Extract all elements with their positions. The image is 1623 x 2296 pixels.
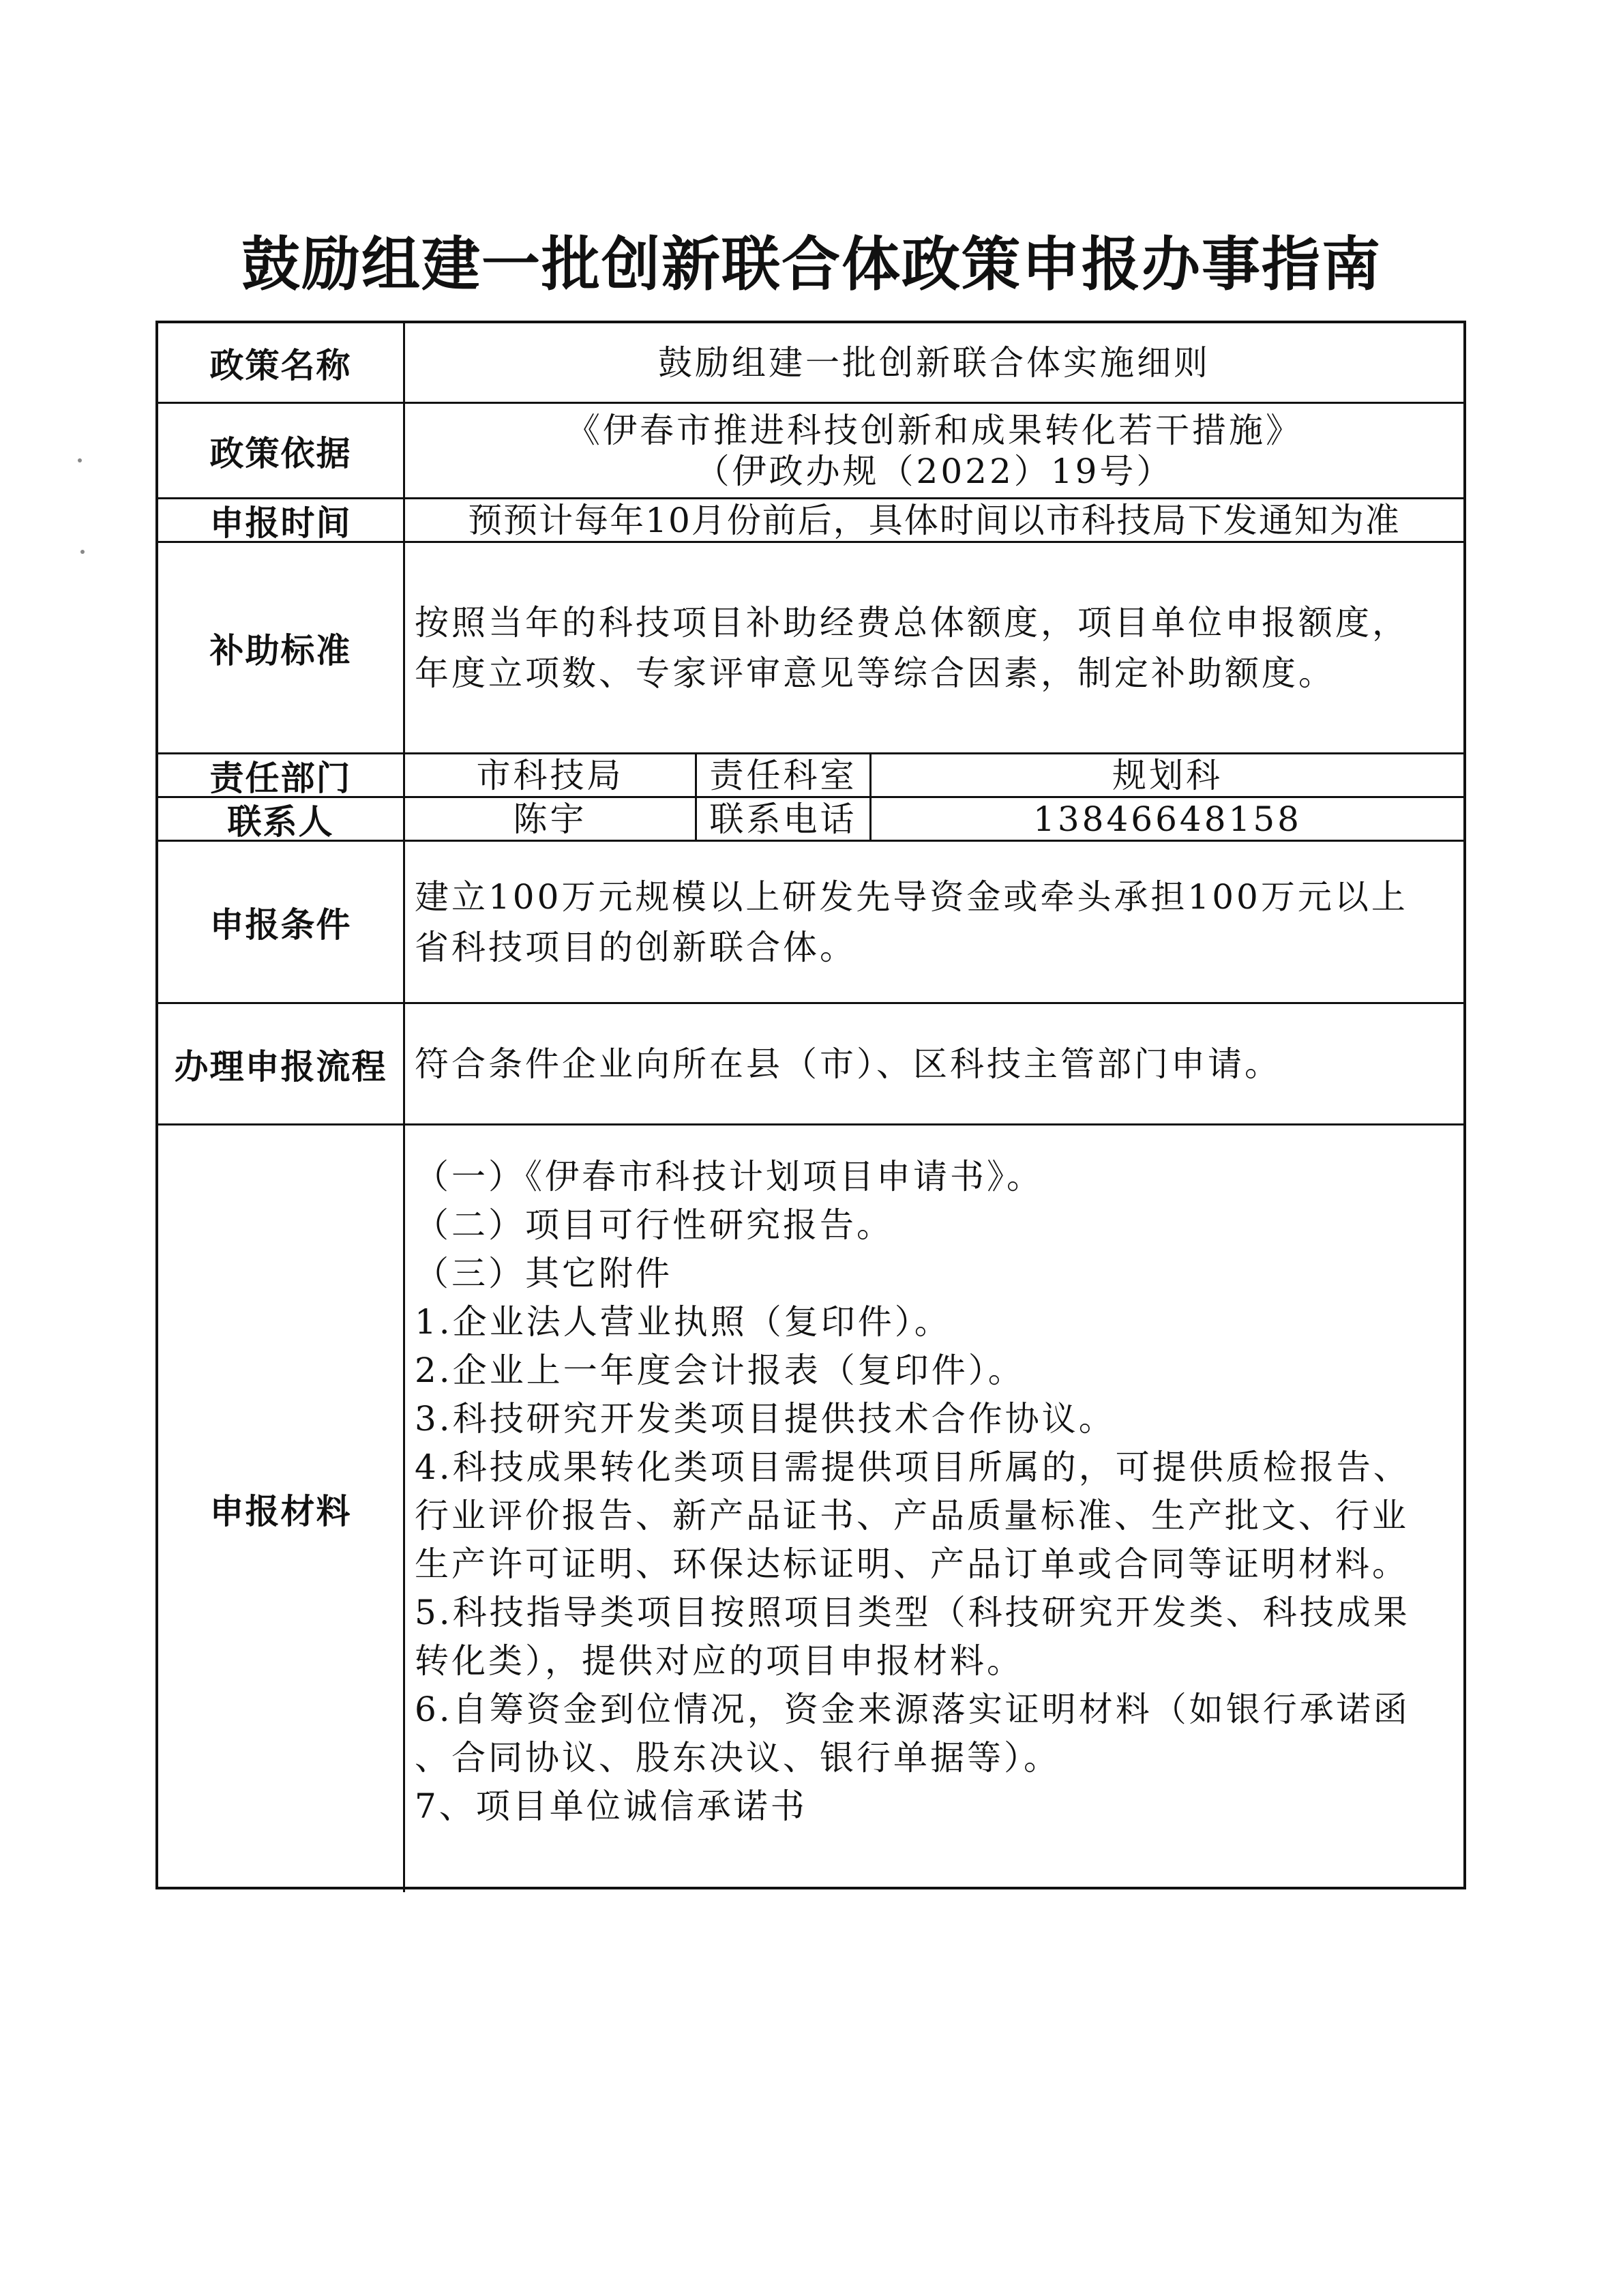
office-value: 规划科 bbox=[872, 754, 1463, 798]
policy-basis-label: 政策依据 bbox=[158, 404, 405, 499]
subsidy-line: 年度立项数、专家评审意见等综合因素，制定补助额度。 bbox=[415, 653, 1335, 693]
subsidy-label: 补助标准 bbox=[158, 543, 405, 754]
phone-label: 联系电话 bbox=[697, 798, 872, 842]
materials-line: 5.科技指导类项目按照项目类型（科技研究开发类、科技成果 bbox=[415, 1593, 1410, 1632]
policy-basis-line: 《伊春市推进科技创新和成果转化若干措施》 bbox=[566, 410, 1302, 450]
conditions-line: 省科技项目的创新联合体。 bbox=[415, 927, 857, 967]
policy-basis-value bbox=[405, 404, 1463, 499]
materials-line: （三）其它附件 bbox=[415, 1254, 672, 1293]
materials-value bbox=[405, 1125, 1463, 1892]
phone-value: 13846648158 bbox=[872, 798, 1463, 842]
subsidy-value bbox=[405, 543, 1463, 754]
materials-line: 生产许可证明、环保达标证明、产品订单或合同等证明材料。 bbox=[415, 1544, 1409, 1584]
materials-label: 申报材料 bbox=[158, 1125, 405, 1892]
materials-line: 、合同协议、股东决议、银行单据等）。 bbox=[415, 1738, 1060, 1778]
policy-name-value: 鼓励组建一批创新联合体实施细则 bbox=[405, 323, 1463, 404]
materials-line: （二）项目可行性研究报告。 bbox=[415, 1205, 893, 1245]
materials-line: 2.企业上一年度会计报表（复印件）。 bbox=[415, 1351, 1025, 1390]
materials-line: （一）《伊春市科技计划项目申请书》。 bbox=[415, 1157, 1043, 1196]
policy-basis-line: （伊政办规（2022）19号） bbox=[695, 451, 1174, 491]
materials-line: 3.科技研究开发类项目提供技术合作协议。 bbox=[415, 1399, 1116, 1439]
department-label: 责任部门 bbox=[158, 754, 405, 798]
apply-time-label: 申报时间 bbox=[158, 499, 405, 543]
contact-label: 联系人 bbox=[158, 798, 405, 842]
process-value: 符合条件企业向所在县（市）、区科技主管部门申请。 bbox=[405, 1004, 1463, 1125]
subsidy-line: 按照当年的科技项目补助经费总体额度，项目单位申报额度， bbox=[415, 602, 1409, 643]
materials-line: 7、项目单位诚信承诺书 bbox=[415, 1786, 807, 1826]
office-label: 责任科室 bbox=[697, 754, 872, 798]
conditions-label: 申报条件 bbox=[158, 842, 405, 1004]
materials-line: 1.企业法人营业执照（复印件）。 bbox=[415, 1302, 951, 1342]
contact-value: 陈宇 bbox=[405, 798, 697, 842]
materials-line: 4.科技成果转化类项目需提供项目所属的，可提供质检报告、 bbox=[415, 1447, 1410, 1487]
materials-line: 6.自筹资金到位情况，资金来源落实证明材料（如银行承诺函 bbox=[415, 1690, 1410, 1729]
apply-time-value: 预预计每年10月份前后，具体时间以市科技局下发通知为准 bbox=[405, 499, 1463, 543]
materials-line: 转化类），提供对应的项目申报材料。 bbox=[415, 1641, 1024, 1681]
policy-name-label: 政策名称 bbox=[158, 323, 405, 404]
scan-dot-1 bbox=[78, 458, 82, 462]
conditions-line: 建立100万元规模以上研发先导资金或牵头承担100万元以上 bbox=[415, 877, 1408, 917]
policy-table bbox=[155, 321, 1466, 1889]
page-title: 鼓励组建一批创新联合体政策申报办事指南 bbox=[241, 231, 1382, 299]
conditions-value bbox=[405, 842, 1463, 1004]
process-label: 办理申报流程 bbox=[158, 1004, 405, 1125]
materials-line: 行业评价报告、新产品证书、产品质量标准、生产批文、行业 bbox=[415, 1496, 1409, 1535]
department-value: 市科技局 bbox=[405, 754, 697, 798]
scan-dot-2 bbox=[80, 550, 85, 554]
